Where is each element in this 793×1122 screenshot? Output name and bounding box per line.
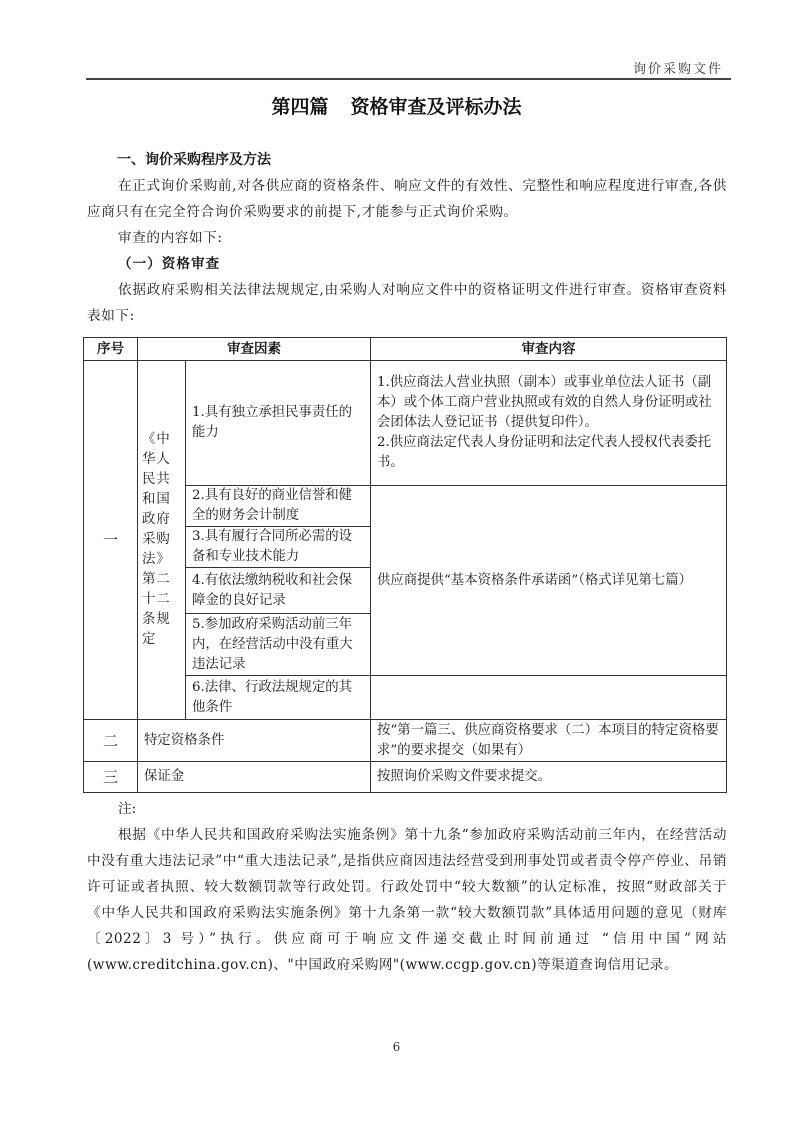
- page-title: [0, 92, 793, 119]
- factor-item: 5.参加政府采购活动前三年内，在经营活动中没有重大违法记录: [186, 614, 371, 676]
- section-heading: 一、询价采购程序及方法: [117, 152, 271, 168]
- paragraph-intro: 在正式询价采购前,对各供应商的资格条件、响应文件的有效性、完整性和响应程度进行审查,各供应商只有在完全符合询价采购要求的前提下,才能参与正式询价采购。: [87, 178, 727, 220]
- factor-item: 2.具有良好的商业信誉和健全的财务会计制度: [186, 486, 371, 527]
- header-factor: 审查因素: [138, 338, 371, 361]
- factor-item: 特定资格条件: [138, 720, 371, 762]
- paragraph-qualification: 依据政府采购相关法律法规规定,由采购人对响应文件中的资格证明文件进行审查。资格审查资料表如下:: [87, 282, 727, 324]
- content-cell: 供应商提供“基本资格条件承诺函”（格式详见第七篇）: [371, 486, 727, 676]
- section-procedure: [87, 147, 727, 329]
- content-cell: [371, 676, 727, 720]
- row-number: 三: [84, 762, 138, 793]
- paragraph-review-content: 审查的内容如下:: [118, 230, 223, 246]
- content-cell: [371, 361, 727, 486]
- subsection-heading: （一）资格审查: [118, 256, 221, 272]
- content-line: 2.供应商法定代表人身份证明和法定代表人授权代表委托书。: [377, 435, 712, 470]
- law-reference: 《中华人民共和国政府采购法》第二十二条规定: [138, 361, 186, 720]
- factor-item: 1.具有独立承担民事责任的能力: [186, 361, 371, 486]
- content-line: 1.供应商法人营业执照（副本）或事业单位法人证书（副本）或个体工商户营业执照或有效的自然人身份证明或社会团体法人登记证书（提供复印件）。: [377, 375, 712, 430]
- page-title-name: 资格审查及评标办法: [350, 96, 522, 118]
- header-num: 序号: [84, 338, 138, 361]
- notes-section: [87, 796, 727, 978]
- running-header: 询价采购文件: [632, 62, 723, 77]
- factor-item: 4.有依法缴纳税收和社会保障金的良好记录: [186, 568, 371, 614]
- page-number: 6: [392, 1040, 401, 1054]
- table-header-row: [84, 338, 727, 361]
- page-title-part: 第四篇: [271, 96, 329, 118]
- row-number: 一: [84, 361, 138, 720]
- row-number: 二: [84, 720, 138, 762]
- factor-item: 6.法律、行政法规规定的其他条件: [186, 676, 371, 720]
- factor-item: 3.具有履行合同所必需的设备和专业技术能力: [186, 527, 371, 568]
- notes-label: 注:: [118, 801, 137, 817]
- table-row: [84, 720, 727, 762]
- header-rule: [86, 78, 731, 80]
- factor-item: 保证金: [138, 762, 371, 793]
- qualification-review-table: [83, 337, 727, 793]
- header-content: 审查内容: [371, 338, 727, 361]
- table-row: [84, 762, 727, 793]
- content-cell: 按照询价采购文件要求提交。: [371, 762, 727, 793]
- content-cell: 按“第一篇三、供应商资格要求（二）本项目的特定资格要求”的要求提交（如果有）: [371, 720, 727, 762]
- notes-text: 根据《中华人民共和国政府采购法实施条例》第十九条“参加政府采购活动前三年内，在经营活动中没有重大违法记录”中“重大违法记录”,是指供应商因违法经营受到刑事处罚或者责令停产停业、吊销许可证或者执照、较大数额罚款等行政处罚。行政处罚中“较大数额”的认定标准，按照“财政部关于《中华人民共和国政府采购法实施条例》第十九条第一款“较大数额罚款”具体适用问题的意见（财库〔2022〕3 号）”执行。供应商可于响应文件递交截止时间前通过 “信用中国”网站(www.creditchina.gov.cn)、"中国政府采购网"(www.ccgp.gov.cn)等渠道查询信用记录。: [87, 827, 727, 973]
- table-row: [84, 361, 727, 486]
